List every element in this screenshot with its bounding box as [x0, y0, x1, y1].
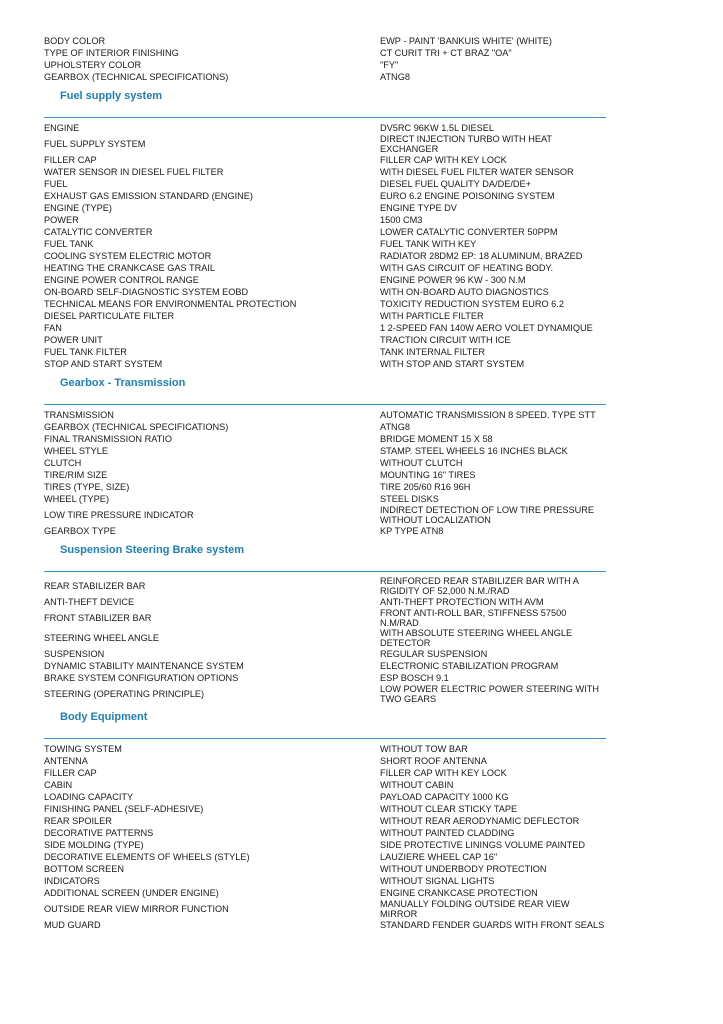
spec-label: ANTI-THEFT DEVICE: [44, 597, 135, 607]
spec-value: ENGINE CRANKCASE PROTECTION: [380, 888, 538, 898]
spec-row: [44, 660, 606, 672]
spec-value: WITHOUT CABIN: [380, 780, 454, 790]
spec-label: FRONT STABILIZER BAR: [44, 613, 152, 623]
section-rows: [44, 743, 606, 931]
spec-row: [44, 493, 606, 505]
spec-row: [44, 863, 606, 875]
section-title: Fuel supply system: [60, 90, 163, 102]
spec-row: [44, 596, 606, 608]
spec-label: UPHOLSTERY COLOR: [44, 60, 142, 70]
spec-row: [44, 433, 606, 445]
spec-label: FUEL TANK: [44, 239, 94, 249]
spec-row: [44, 154, 606, 166]
spec-row: [44, 322, 606, 334]
spec-row: [44, 608, 606, 628]
spec-value: REGULAR SUSPENSION: [380, 649, 488, 659]
spec-label: CATALYTIC CONVERTER: [44, 227, 153, 237]
spec-value: DV5RC 96KW 1.5L DIESEL: [380, 123, 495, 133]
spec-label: STEERING (OPERATING PRINCIPLE): [44, 689, 205, 699]
spec-label: GEARBOX (TECHNICAL SPECIFICATIONS): [44, 72, 229, 82]
spec-value: TANK INTERNAL FILTER: [380, 347, 485, 357]
spec-label: ENGINE (TYPE): [44, 203, 112, 213]
spec-row: [44, 71, 606, 83]
spec-row: [44, 779, 606, 791]
spec-row: [44, 755, 606, 767]
spec-section: [44, 89, 606, 370]
spec-row: [44, 525, 606, 537]
spec-label: INDICATORS: [44, 876, 100, 886]
spec-value: 1500 CM3: [380, 215, 423, 225]
spec-label: STEERING WHEEL ANGLE: [44, 633, 160, 643]
spec-sections: [44, 89, 606, 931]
spec-value: FRONT ANTI-ROLL BAR, STIFFNESS 57500 N.M/RAD: [380, 608, 567, 628]
spec-value: WITH DIESEL FUEL FILTER WATER SENSOR: [380, 167, 574, 177]
spec-value: 1 2-SPEED FAN 140W AERO VOLET DYNAMIQUE: [380, 323, 593, 333]
spec-value: WITHOUT CLEAR STICKY TAPE: [380, 804, 518, 814]
spec-value: SHORT ROOF ANTENNA: [380, 756, 487, 766]
spec-row: [44, 358, 606, 370]
spec-label: ANTENNA: [44, 756, 88, 766]
spec-value: LOW POWER ELECTRIC POWER STEERING WITH TWO GEARS: [380, 684, 599, 704]
spec-value: FUEL TANK WITH KEY: [380, 239, 477, 249]
spec-value: SIDE PROTECTIVE LININGS VOLUME PAINTED: [380, 840, 586, 850]
spec-value: WITHOUT CLUTCH: [380, 458, 463, 468]
spec-value: STAMP. STEEL WHEELS 16 INCHES BLACK: [380, 446, 568, 456]
spec-row: [44, 767, 606, 779]
spec-value: CT CURIT TRI + CT BRAZ "OA": [380, 48, 512, 58]
spec-value: WITH PARTICLE FILTER: [380, 311, 484, 321]
spec-label: OUTSIDE REAR VIEW MIRROR FUNCTION: [44, 904, 229, 914]
spec-value: TOXICITY REDUCTION SYSTEM EURO 6.2: [380, 299, 564, 309]
spec-row: [44, 190, 606, 202]
section-divider: [44, 571, 606, 572]
spec-label: FINAL TRANSMISSION RATIO: [44, 434, 172, 444]
spec-value: ENGINE POWER 96 KW - 300 N.M: [380, 275, 526, 285]
spec-row: [44, 202, 606, 214]
spec-label: TRANSMISSION: [44, 410, 114, 420]
spec-value: WITH ABSOLUTE STEERING WHEEL ANGLE DETECTOR: [380, 628, 573, 648]
spec-label: FUEL TANK FILTER: [44, 347, 127, 357]
spec-row: [44, 457, 606, 469]
spec-value: FILLER CAP WITH KEY LOCK: [380, 768, 507, 778]
spec-value: BRIDGE MOMENT 15 X 58: [380, 434, 493, 444]
spec-row: [44, 421, 606, 433]
spec-label: HEATING THE CRANKCASE GAS TRAIL: [44, 263, 216, 273]
spec-label: POWER UNIT: [44, 335, 103, 345]
spec-label: ENGINE: [44, 123, 80, 133]
spec-value: ESP BOSCH 9.1: [380, 673, 449, 683]
spec-row: [44, 122, 606, 134]
spec-value: WITHOUT UNDERBODY PROTECTION: [380, 864, 547, 874]
spec-value: LAUZIERE WHEEL CAP 16": [380, 852, 498, 862]
spec-row: [44, 576, 606, 596]
spec-value: ELECTRONIC STABILIZATION PROGRAM: [380, 661, 559, 671]
general-specs: [44, 35, 606, 83]
spec-value: MOUNTING 16" TIRES: [380, 470, 476, 480]
spec-row: [44, 286, 606, 298]
spec-row: [44, 178, 606, 190]
section-rows: [44, 576, 606, 704]
spec-value: FILLER CAP WITH KEY LOCK: [380, 155, 507, 165]
spec-value: EWP - PAINT 'BANKUIS WHITE' (WHITE): [380, 36, 552, 46]
spec-row: [44, 214, 606, 226]
spec-value: PAYLOAD CAPACITY 1000 KG: [380, 792, 509, 802]
spec-row: [44, 298, 606, 310]
section-divider: [44, 117, 606, 118]
spec-row: [44, 262, 606, 274]
spec-row: [44, 445, 606, 457]
spec-value: TRACTION CIRCUIT WITH ICE: [380, 335, 511, 345]
spec-label: LOW TIRE PRESSURE INDICATOR: [44, 510, 194, 520]
spec-value: WITH STOP AND START SYSTEM: [380, 359, 525, 369]
spec-value: AUTOMATIC TRANSMISSION 8 SPEED. TYPE STT: [380, 410, 596, 420]
spec-value: ENGINE TYPE DV: [380, 203, 457, 213]
spec-label: REAR STABILIZER BAR: [44, 581, 146, 591]
spec-row: [44, 166, 606, 178]
spec-row: [44, 409, 606, 421]
spec-row: [44, 238, 606, 250]
spec-row: [44, 875, 606, 887]
spec-value: TIRE 205/60 R16 96H: [380, 482, 471, 492]
spec-label: REAR SPOILER: [44, 816, 112, 826]
spec-value: WITH GAS CIRCUIT OF HEATING BODY.: [380, 263, 554, 273]
spec-value: REINFORCED REAR STABILIZER BAR WITH A RIGIDITY OF 52,000 N.M./RAD: [380, 576, 579, 596]
spec-value: ATNG8: [380, 422, 410, 432]
spec-row: [44, 310, 606, 322]
spec-label: COOLING SYSTEM ELECTRIC MOTOR: [44, 251, 212, 261]
spec-label: BRAKE SYSTEM CONFIGURATION OPTIONS: [44, 673, 239, 683]
spec-row: [44, 899, 606, 919]
spec-label: BOTTOM SCREEN: [44, 864, 124, 874]
spec-value: KP TYPE ATN8: [380, 526, 444, 536]
spec-label: SUSPENSION: [44, 649, 105, 659]
spec-section: [44, 710, 606, 931]
spec-label: FILLER CAP: [44, 155, 97, 165]
spec-label: FAN: [44, 323, 62, 333]
spec-label: ENGINE POWER CONTROL RANGE: [44, 275, 199, 285]
spec-value: LOWER CATALYTIC CONVERTER 50PPM: [380, 227, 558, 237]
spec-value: DIRECT INJECTION TURBO WITH HEAT EXCHANGER: [380, 134, 552, 154]
spec-value: WITHOUT TOW BAR: [380, 744, 468, 754]
spec-label: FUEL SUPPLY SYSTEM: [44, 139, 146, 149]
spec-row: [44, 346, 606, 358]
spec-label: GEARBOX TYPE: [44, 526, 116, 536]
spec-label: WHEEL (TYPE): [44, 494, 109, 504]
spec-row: [44, 887, 606, 899]
spec-row: [44, 648, 606, 660]
spec-label: SIDE MOLDING (TYPE): [44, 840, 144, 850]
spec-row: [44, 47, 606, 59]
spec-row: [44, 803, 606, 815]
spec-value: WITHOUT PAINTED CLADDING: [380, 828, 515, 838]
spec-label: WATER SENSOR IN DIESEL FUEL FILTER: [44, 167, 224, 177]
spec-row: [44, 827, 606, 839]
spec-label: TYPE OF INTERIOR FINISHING: [44, 48, 179, 58]
spec-value: WITHOUT SIGNAL LIGHTS: [380, 876, 495, 886]
spec-value: ATNG8: [380, 72, 410, 82]
spec-label: DECORATIVE PATTERNS: [44, 828, 154, 838]
spec-label: WHEEL STYLE: [44, 446, 108, 456]
section-divider: [44, 738, 606, 739]
spec-label: TIRE/RIM SIZE: [44, 470, 108, 480]
spec-label: MUD GUARD: [44, 920, 101, 930]
spec-label: DECORATIVE ELEMENTS OF WHEELS (STYLE): [44, 852, 250, 862]
spec-label: TOWING SYSTEM: [44, 744, 122, 754]
section-divider: [44, 404, 606, 405]
spec-label: CLUTCH: [44, 458, 82, 468]
section-rows: [44, 409, 606, 537]
spec-label: POWER: [44, 215, 79, 225]
spec-row: [44, 743, 606, 755]
spec-label: EXHAUST GAS EMISSION STANDARD (ENGINE): [44, 191, 253, 201]
spec-row: [44, 481, 606, 493]
spec-label: LOADING CAPACITY: [44, 792, 134, 802]
spec-label: DYNAMIC STABILITY MAINTENANCE SYSTEM: [44, 661, 244, 671]
spec-label: FINISHING PANEL (SELF-ADHESIVE): [44, 804, 204, 814]
spec-section: [44, 543, 606, 704]
spec-row: [44, 274, 606, 286]
spec-value: EURO 6.2 ENGINE POISONING SYSTEM: [380, 191, 555, 201]
spec-value: RADIATOR 28DM2 EP: 18 ALUMINUM, BRAZED: [380, 251, 583, 261]
section-title: Gearbox - Transmission: [60, 377, 186, 389]
spec-label: TIRES (TYPE, SIZE): [44, 482, 130, 492]
spec-row: [44, 672, 606, 684]
spec-value: STEEL DISKS: [380, 494, 439, 504]
section-title: Suspension Steering Brake system: [60, 544, 245, 556]
spec-label: BODY COLOR: [44, 36, 106, 46]
spec-row: [44, 134, 606, 154]
spec-section: [44, 376, 606, 537]
spec-row: [44, 628, 606, 648]
spec-row: [44, 684, 606, 704]
spec-value: "FY": [380, 60, 399, 70]
spec-row: [44, 334, 606, 346]
spec-label: ADDITIONAL SCREEN (UNDER ENGINE): [44, 888, 219, 898]
spec-row: [44, 815, 606, 827]
spec-label: FUEL: [44, 179, 68, 189]
spec-value: WITHOUT REAR AERODYNAMIC DEFLECTOR: [380, 816, 580, 826]
spec-label: DIESEL PARTICULATE FILTER: [44, 311, 175, 321]
spec-row: [44, 505, 606, 525]
spec-row: [44, 851, 606, 863]
spec-label: CABIN: [44, 780, 73, 790]
spec-row: [44, 839, 606, 851]
spec-value: INDIRECT DETECTION OF LOW TIRE PRESSURE WITHOUT LOCALIZATION: [380, 505, 595, 525]
spec-label: ON-BOARD SELF-DIAGNOSTIC SYSTEM EOBD: [44, 287, 249, 297]
spec-value: WITH ON-BOARD AUTO DIAGNOSTICS: [380, 287, 549, 297]
spec-sheet: [44, 35, 606, 931]
spec-value: DIESEL FUEL QUALITY DA/DE/DE+: [380, 179, 532, 189]
section-title: Body Equipment: [60, 711, 148, 723]
spec-row: [44, 919, 606, 931]
spec-label: TECHNICAL MEANS FOR ENVIRONMENTAL PROTECTION: [44, 299, 297, 309]
spec-label: FILLER CAP: [44, 768, 97, 778]
spec-label: STOP AND START SYSTEM: [44, 359, 163, 369]
spec-value: MANUALLY FOLDING OUTSIDE REAR VIEW MIRROR: [380, 899, 570, 919]
spec-value: ANTI-THEFT PROTECTION WITH AVM: [380, 597, 544, 607]
spec-row: [44, 250, 606, 262]
spec-label: GEARBOX (TECHNICAL SPECIFICATIONS): [44, 422, 229, 432]
section-rows: [44, 122, 606, 370]
spec-row: [44, 226, 606, 238]
spec-row: [44, 59, 606, 71]
spec-value: STANDARD FENDER GUARDS WITH FRONT SEALS: [380, 920, 605, 930]
spec-row: [44, 35, 606, 47]
spec-row: [44, 469, 606, 481]
spec-row: [44, 791, 606, 803]
